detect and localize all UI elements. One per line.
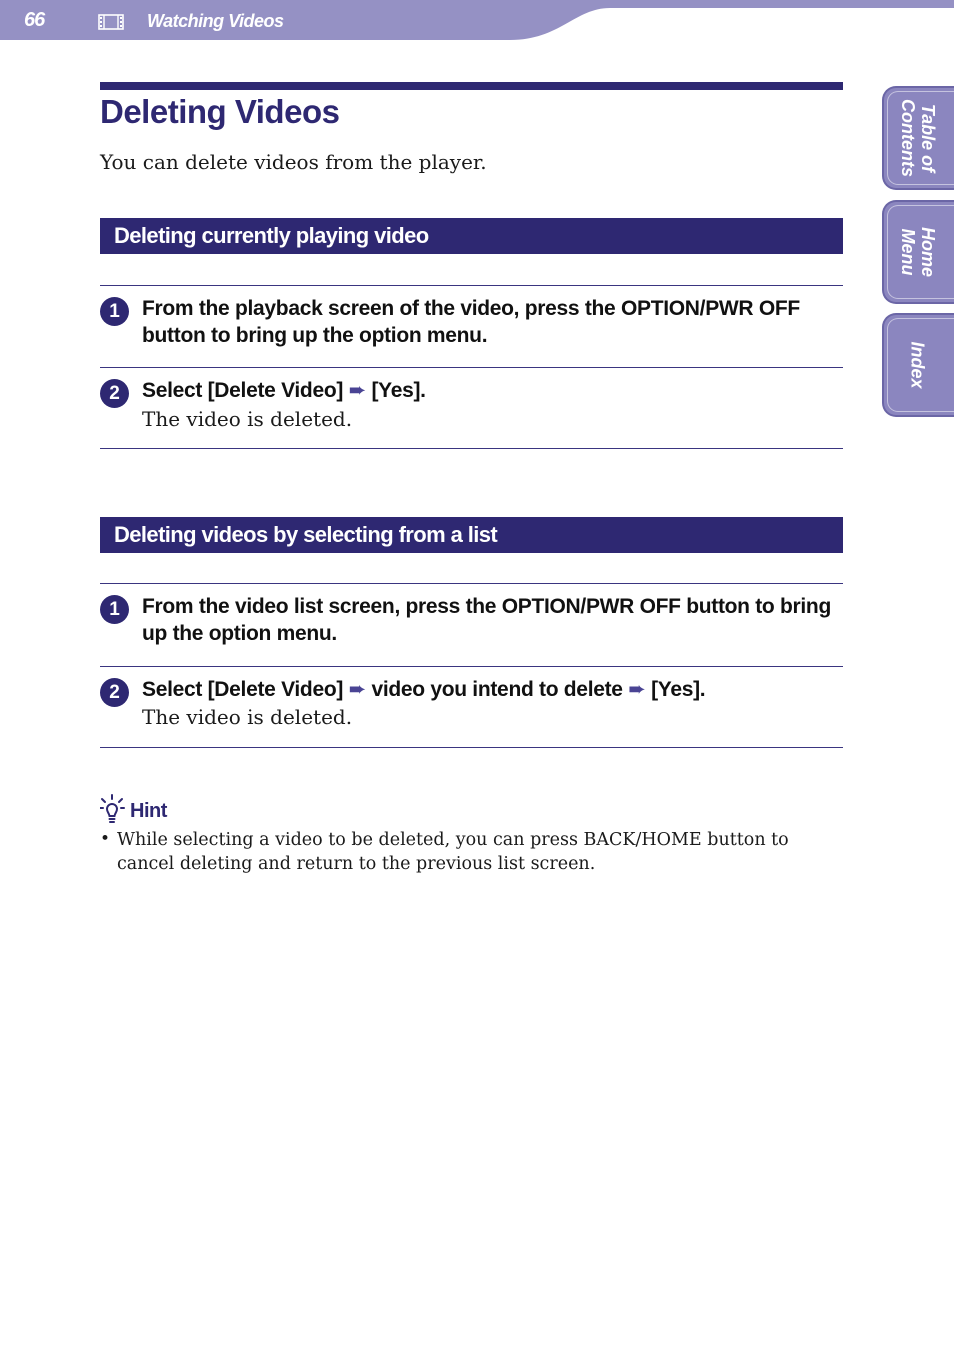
divider — [100, 583, 843, 584]
section-heading — [100, 517, 843, 553]
step-result: The video is deleted. — [142, 705, 353, 729]
tab-table-of-contents[interactable] — [882, 86, 954, 190]
hint-label: Hint — [130, 800, 167, 822]
step-text: From the video list screen, press the OPTION/PWR OFF button to bring up the option menu. — [142, 595, 831, 645]
divider — [100, 285, 843, 286]
header-band — [0, 0, 954, 40]
section-heading — [100, 218, 843, 254]
lightbulb-icon — [100, 794, 128, 824]
step-text-part: [Yes]. — [371, 379, 426, 402]
arrow-right-icon: ➨ — [348, 677, 366, 701]
step-text-part: video you intend to delete — [371, 678, 623, 701]
step-number: 2 — [100, 678, 129, 707]
section-heading-text: Deleting videos by selecting from a list — [114, 522, 498, 547]
step-text-part: Select [Delete Video] — [142, 379, 344, 402]
page-title: Deleting Videos — [100, 93, 340, 130]
step-text-part: [Yes]. — [651, 678, 706, 701]
step-number: 1 — [100, 297, 129, 326]
step-text — [142, 377, 843, 404]
film-icon — [98, 14, 124, 30]
hint-text: While selecting a video to be deleted, you can press BACK/HOME button to cancel deleting and return to the previous list screen. — [117, 830, 789, 874]
tab-label: Table of Contents — [898, 99, 938, 177]
divider — [100, 448, 843, 449]
page-number: 66 — [24, 9, 45, 31]
step-number: 1 — [100, 595, 129, 624]
step-text-part: Select [Delete Video] — [142, 678, 344, 701]
tab-label: Index — [907, 341, 928, 389]
section-heading-text: Deleting currently playing video — [114, 223, 429, 248]
arrow-right-icon: ➨ — [348, 378, 366, 402]
bullet: • — [100, 829, 111, 849]
intro-text: You can delete videos from the player. — [100, 150, 487, 174]
divider — [100, 747, 843, 748]
tab-index[interactable] — [882, 313, 954, 417]
divider — [100, 367, 843, 368]
divider — [100, 666, 843, 667]
step-number: 2 — [100, 379, 129, 408]
arrow-right-icon: ➨ — [628, 677, 646, 701]
title-rule — [100, 82, 843, 90]
section-title: Watching Videos — [147, 11, 284, 31]
tab-home-menu[interactable] — [882, 200, 954, 304]
step-result: The video is deleted. — [142, 407, 353, 431]
step-text: From the playback screen of the video, press the OPTION/PWR OFF button to bring up the option menu. — [142, 297, 800, 347]
tab-label: Home Menu — [897, 226, 938, 278]
step-text — [142, 676, 843, 703]
